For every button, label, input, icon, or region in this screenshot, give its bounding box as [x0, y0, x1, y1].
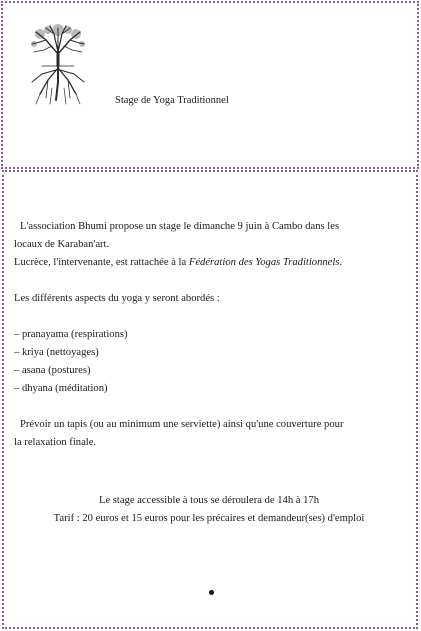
aspect-item-asana: – asana (postures) — [14, 365, 91, 376]
page-title: Stage de Yoga Traditionnel — [115, 95, 229, 106]
aspect-item-dhyana: – dhyana (méditation) — [14, 383, 108, 394]
aspects-intro: Les différents aspects du yoga y seront abordés : — [14, 293, 220, 304]
materiel-line-1: Prévoir un tapis (ou au minimum une serviette) ainsi qu'une couverture pour — [20, 419, 344, 430]
main-content — [14, 218, 404, 528]
federation-name: Fédération des Yogas Traditionnels — [188, 257, 340, 268]
intervenant-prefix: Lucrèce, l'intervenante, est rattachée à la — [14, 257, 189, 268]
aspect-item-pranayama: – pranayama (respirations) — [14, 329, 128, 340]
aspect-item-kriya: – kriya (nettoyages) — [14, 347, 99, 358]
intro-line-2: locaux de Karaban'art. — [14, 239, 110, 250]
horaires-line: Le stage accessible à tous se déroulera de 14h à 17h — [98, 495, 320, 506]
intervenant-suffix: . — [339, 257, 343, 268]
bullet-dot — [209, 590, 214, 595]
materiel-line-2: la relaxation finale. — [14, 437, 97, 448]
intervenant-line — [14, 254, 404, 272]
intro-line-1: L'association Bhumi propose un stage le dimanche 9 juin à Cambo dans les — [20, 221, 340, 232]
tree-with-roots-icon — [26, 22, 90, 106]
tarif-line: Tarif : 20 euros et 15 euros pour les précaires et demandeur(ses) d'emploi — [53, 513, 365, 524]
